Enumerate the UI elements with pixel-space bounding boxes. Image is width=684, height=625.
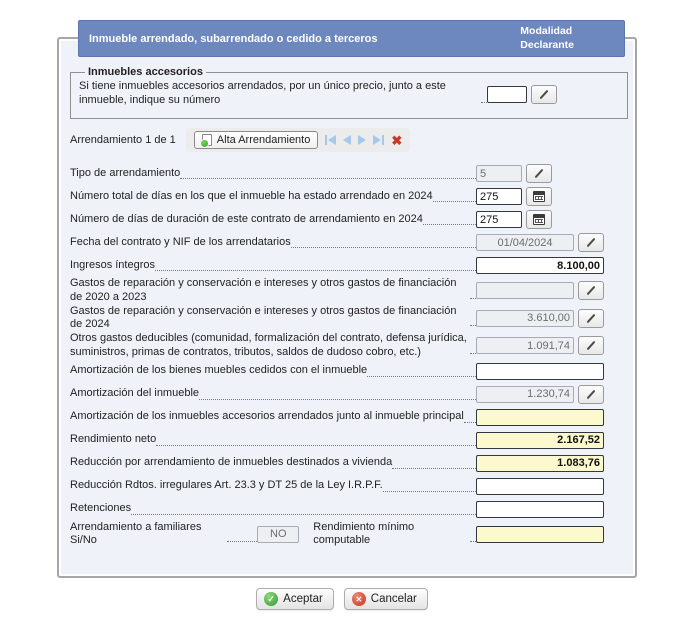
- nav-next-button[interactable]: [358, 135, 366, 145]
- field-input-group: [476, 187, 608, 206]
- retenciones-input[interactable]: [476, 501, 604, 518]
- field-input-group: [476, 409, 608, 426]
- accessories-edit-button[interactable]: [531, 85, 557, 104]
- accessories-fieldset: [70, 66, 628, 119]
- declarant-label: Declarante: [520, 38, 574, 51]
- last-record-icon: [373, 135, 381, 145]
- field-row: [70, 332, 608, 360]
- field-input-group: [476, 164, 608, 183]
- first-record-icon: [325, 135, 327, 145]
- dialog-title: Inmueble arrendado, subarrendado o cedido a terceros: [89, 32, 378, 45]
- field-label: Gastos de reparación y conservación e intereses y otros gastos de financiación de 2024: [70, 304, 457, 331]
- field-input-group: [476, 432, 608, 449]
- dot-leader: [199, 399, 476, 400]
- rendimiento-minimo-input: [476, 526, 604, 543]
- nav-prev-button[interactable]: [343, 135, 351, 145]
- dialog-footer: [0, 588, 684, 610]
- pencil-icon: [540, 89, 549, 99]
- gastos-2020-2023-input: [476, 282, 574, 299]
- field-row: [70, 475, 608, 498]
- field-input-group: [476, 363, 608, 380]
- amortizacion-muebles-input[interactable]: [476, 363, 604, 380]
- accessories-legend: Inmuebles accesorios: [88, 66, 203, 78]
- record-navigator: [70, 128, 628, 152]
- navigator-toolbar: [186, 128, 410, 152]
- dias-contrato-input[interactable]: [476, 211, 522, 228]
- dot-leader: [433, 201, 476, 202]
- modality-declarant-label: [520, 25, 574, 51]
- reduccion-irregulares-input[interactable]: [476, 478, 604, 495]
- dot-leader: [464, 422, 476, 423]
- dot-leader: [367, 376, 476, 377]
- field-label: Gastos de reparación y conservación e intereses y otros gastos de financiación de 2020 a 2023: [70, 277, 457, 303]
- accessories-input-group: [487, 85, 619, 104]
- dias-arrendado-calendar-button[interactable]: [526, 187, 552, 206]
- dot-leader: [392, 468, 476, 469]
- field-label: Reducción por arrendamiento de inmuebles destinados a vivienda: [70, 456, 393, 469]
- field-row: [70, 360, 608, 383]
- alta-button-label: Alta Arrendamiento: [216, 134, 311, 146]
- field-label: Reducción Rdtos. irregulares Art. 23.3 y DT 25 de la Ley I.R.P.F.: [70, 479, 383, 492]
- field-input-group: [476, 455, 608, 472]
- delete-x-icon: ✖: [391, 132, 403, 148]
- new-record-icon: [202, 134, 212, 146]
- field-row: [70, 406, 608, 429]
- field-row: [70, 429, 608, 452]
- rendimiento-neto-input: [476, 432, 604, 449]
- field-row: [70, 231, 608, 254]
- pencil-icon: [587, 286, 596, 296]
- nav-first-button[interactable]: [325, 135, 336, 145]
- field-label: Amortización del inmueble: [70, 387, 200, 400]
- ingresos-integros-input[interactable]: [476, 257, 604, 274]
- field-label: Amortización de los bienes muebles cedidos con el inmueble: [70, 364, 368, 377]
- otros-gastos-edit-button[interactable]: [578, 336, 604, 355]
- amortizacion-accesorios-input: [476, 409, 604, 426]
- dot-leader: [227, 541, 257, 542]
- tipo-arrendamiento-input: [476, 165, 522, 182]
- field-input-group: [476, 233, 608, 252]
- rendimiento-minimo-group: [476, 526, 608, 543]
- dot-leader: [180, 178, 476, 179]
- prev-record-icon: [343, 135, 351, 145]
- field-input-group: [476, 257, 608, 274]
- pencil-icon: [587, 313, 596, 323]
- field-input-group: [476, 281, 608, 300]
- gastos-2020-2023-edit-button[interactable]: [578, 281, 604, 300]
- calendar-icon: [533, 191, 545, 202]
- accessories-question-label: Si tiene inmuebles accesorios arrendados, por un único precio, junto a este inmueble, indique su número: [79, 80, 446, 106]
- next-record-icon: [358, 135, 366, 145]
- family-rental-group: [257, 526, 299, 543]
- field-label: Ingresos íntegros: [70, 258, 155, 271]
- gastos-2024-input: [476, 310, 574, 327]
- field-label: Otros gastos deducibles (comunidad, formalización del contrato, defensa jurídica, suministros, primas de contratos, tributos, saldos de dudoso cobro, etc.): [70, 332, 467, 358]
- dias-arrendado-input[interactable]: [476, 188, 522, 205]
- form-panel: [57, 37, 637, 578]
- pencil-icon: [535, 169, 544, 179]
- field-input-group: [476, 210, 608, 229]
- field-row: [70, 498, 608, 521]
- rendimiento-minimo-label: Rendimiento mínimo computable: [313, 520, 415, 547]
- field-row: [70, 208, 608, 231]
- field-row: [70, 277, 608, 305]
- field-label: Número total de días en los que el inmueble ha estado arrendado en 2024: [70, 189, 433, 202]
- record-position-label: Arrendamiento 1 de 1: [70, 134, 176, 146]
- gastos-2024-edit-button[interactable]: [578, 309, 604, 328]
- accept-button-label: Aceptar: [283, 593, 323, 605]
- field-row: [70, 185, 608, 208]
- familiares-si-no-input: [257, 526, 299, 543]
- pencil-icon: [587, 238, 596, 248]
- tipo-edit-button[interactable]: [526, 164, 552, 183]
- accessories-row: [79, 79, 619, 109]
- dot-leader: [423, 224, 476, 225]
- field-row: [70, 162, 608, 185]
- pencil-icon: [587, 389, 596, 399]
- field-input-group: [476, 309, 608, 328]
- fecha-nif-input: [476, 234, 574, 251]
- calendar-icon: [533, 214, 545, 225]
- field-input-group: [476, 336, 608, 355]
- dialog-titlebar: [78, 20, 625, 57]
- field-row: [70, 305, 608, 333]
- form-content: [70, 66, 628, 548]
- dot-leader: [131, 514, 476, 515]
- dias-contrato-calendar-button[interactable]: [526, 210, 552, 229]
- modality-label: Modalidad: [520, 25, 573, 38]
- family-rental-label: Arrendamiento a familiares Si/No: [70, 520, 202, 547]
- field-label: Rendimiento neto: [70, 433, 157, 446]
- family-rental-row: [70, 521, 608, 549]
- cancel-button-label: Cancelar: [370, 593, 417, 605]
- delete-record-button[interactable]: [391, 134, 402, 147]
- field-label: Número de días de duración de este contrato de arrendamiento en 2024: [70, 212, 423, 225]
- nav-last-button[interactable]: [373, 135, 384, 145]
- amortizacion-inmueble-edit-button[interactable]: [578, 385, 604, 404]
- reduccion-vivienda-input: [476, 455, 604, 472]
- field-label: Amortización de los inmuebles accesorios arrendados junto al inmueble principal: [70, 410, 464, 423]
- field-label: Fecha del contrato y NIF de los arrendatarios: [70, 235, 291, 248]
- alta-arrendamiento-button[interactable]: [194, 131, 319, 149]
- field-label: Retenciones: [70, 502, 132, 515]
- accept-button[interactable]: [256, 588, 334, 610]
- otros-gastos-input: [476, 337, 574, 354]
- field-row: [70, 254, 608, 277]
- field-row: [70, 452, 608, 475]
- amortizacion-inmueble-input: [476, 386, 574, 403]
- field-input-group: [476, 501, 608, 518]
- cancel-button[interactable]: [344, 588, 428, 610]
- accessories-number-input[interactable]: [487, 86, 527, 103]
- dot-leader: [291, 247, 476, 248]
- field-row: [70, 383, 608, 406]
- dot-leader: [155, 270, 476, 271]
- fecha-nif-edit-button[interactable]: [578, 233, 604, 252]
- field-input-group: [476, 478, 608, 495]
- check-circle-icon: ✓: [264, 592, 278, 606]
- field-input-group: [476, 385, 608, 404]
- dot-leader: [383, 491, 476, 492]
- pencil-icon: [587, 341, 596, 351]
- dot-leader: [156, 445, 476, 446]
- x-circle-icon: ✕: [352, 592, 366, 606]
- field-label: Tipo de arrendamiento: [70, 166, 181, 179]
